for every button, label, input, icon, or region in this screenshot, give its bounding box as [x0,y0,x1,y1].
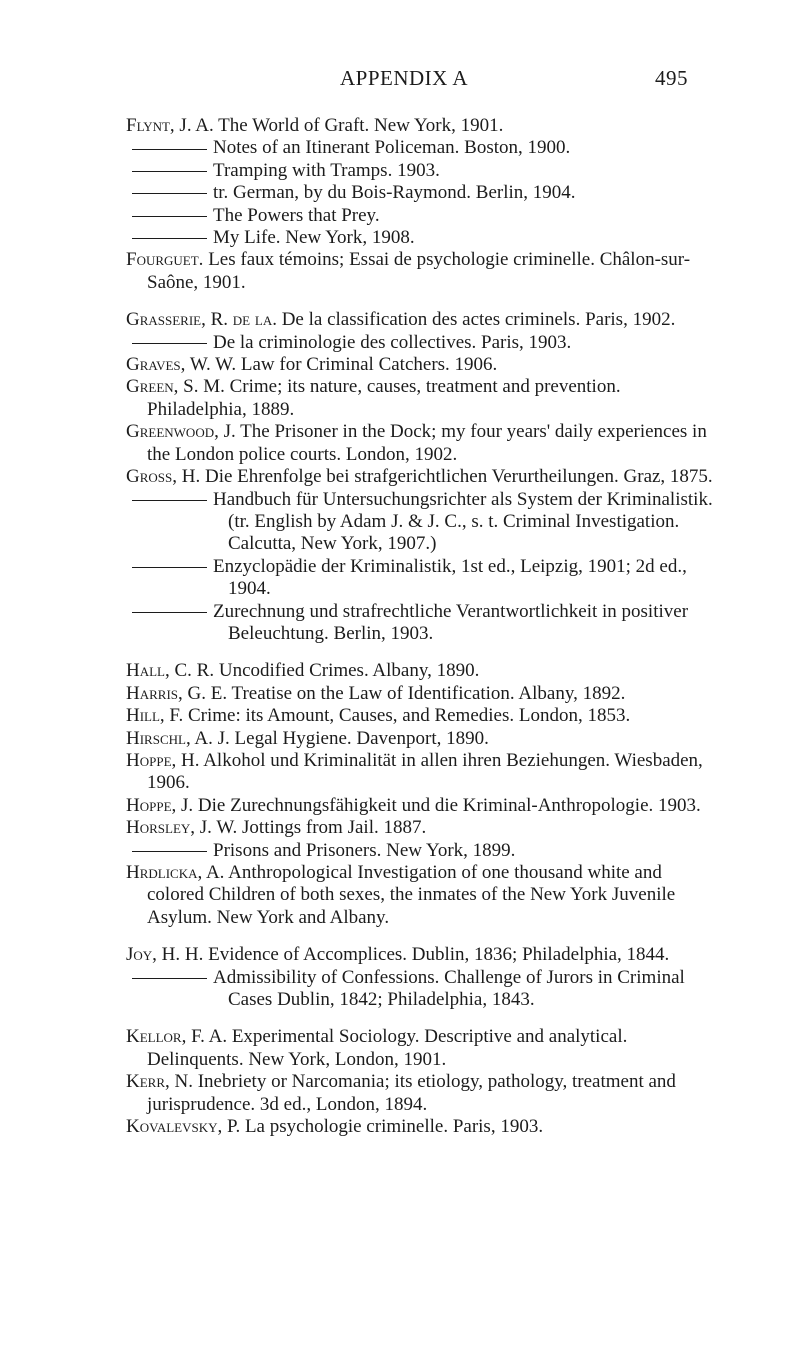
bibliography-entry [126,1116,720,1138]
bibliography-list [126,115,720,1138]
entry-author: Gross, H. [126,466,201,488]
entry-text: Handbuch für Untersuchungsrichter als System der Kriminalistik. (tr. English by Adam J. & J. C., s. t. Criminal Investigation. Calcutta, New York, 1907.) [213,488,713,555]
bibliography-entry [126,705,720,727]
entry-text: Jottings from Jail. 1887. [242,817,427,839]
entry-author: Greenwood, J. [126,421,236,443]
entry-author: Fourguet. [126,249,204,271]
entry-text: Experimental Sociology. Descriptive and analytical. Delinquents. New York, London, 1901. [147,1026,628,1070]
running-head-title: APPENDIX A [340,66,469,90]
entry-text: Notes of an Itinerant Policeman. Boston, 1900. [213,137,571,159]
bibliography-entry [126,683,720,705]
entry-text: Crime; its nature, causes, treatment and prevention. Philadelphia, 1889. [147,376,621,420]
ditto-dash [132,238,207,239]
entry-group [126,1026,720,1138]
entry-text: Die Ehrenfolge bei strafgerichtlichen Verurtheilungen. Graz, 1875. [204,466,713,488]
entry-text: tr. German, by du Bois-Raymond. Berlin, 1904. [213,182,576,204]
entry-author: Flynt, J. A. [126,115,214,136]
entry-text: Prisons and Prisoners. New York, 1899. [213,839,516,861]
bibliography-entry [126,115,720,137]
entry-text: De la classification des actes criminels. Paris, 1902. [281,309,676,331]
bibliography-entry [126,354,720,376]
entry-author: Hall, C. R. [126,660,215,682]
entry-text: Uncodified Crimes. Albany, 1890. [218,660,480,682]
entry-author: Joy, H. H. [126,944,204,966]
ditto-dash [132,851,207,852]
entry-author: Kovalevsky, P. [126,1116,241,1138]
entry-text: Alkohol und Kriminalität in allen ihren Beziehungen. Wiesbaden, 1906. [147,749,703,794]
entry-text: La psychologie criminelle. Paris, 1903. [244,1116,544,1138]
bibliography-entry [126,795,720,817]
entry-author: Hrdlicka, A. [126,862,225,883]
bibliography-entry [126,840,720,862]
entry-text: Legal Hygiene. Davenport, 1890. [234,727,489,749]
bibliography-entry [126,466,720,488]
bibliography-entry [126,944,720,966]
bibliography-entry [126,182,720,204]
entry-text: Law for Criminal Catchers. 1906. [240,354,498,376]
entry-text: Evidence of Accomplices. Dublin, 1836; Philadelphia, 1844. [208,944,670,966]
entry-author: Hoppe, J. [126,794,194,816]
entry-author: Horsley, J. W. [126,817,238,839]
entry-text: Treatise on the Law of Identification. Albany, 1892. [231,682,626,704]
bibliography-entry [126,556,720,601]
bibliography-entry [126,137,720,159]
running-head [0,66,801,92]
ditto-dash [132,149,207,150]
entry-text: Enzyclopädie der Kriminalistik, 1st ed., Leipzig, 1901; 2d ed., 1904. [213,555,687,600]
bibliography-entry [126,660,720,682]
ditto-dash [132,193,207,194]
bibliography-entry [126,309,720,331]
bibliography-entry [126,967,720,1012]
bibliography-entry [126,601,720,646]
entry-group [126,309,720,645]
bibliography-entry [126,862,720,929]
entry-author: Kellor, F. A. [126,1026,228,1048]
entry-text: Tramping with Tramps. 1903. [213,159,440,181]
entry-group [126,944,720,1011]
entry-author: Hirschl, A. J. [126,727,230,749]
entry-group [126,115,720,294]
bibliography-entry [126,205,720,227]
bibliography-entry [126,249,720,294]
entry-author: Kerr, N. [126,1071,193,1093]
entry-author: Hill, F. [126,705,184,727]
entry-text: The Prisoner in the Dock; my four years' daily experiences in the London police courts. London, 1902. [147,421,707,465]
ditto-dash [132,171,207,172]
entry-author: Hoppe, H. [126,749,200,771]
ditto-dash [132,567,207,568]
entry-author: Harris, G. E. [126,682,228,704]
entry-author: Green, S. M. [126,376,225,398]
entry-text: Anthropological Investigation of one thousand white and colored Children of both sexes, the inmates of the New York Juvenile Asylum. New York and Albany. [147,862,676,928]
ditto-dash [132,500,207,501]
bibliography-entry [126,160,720,182]
bibliography-entry [126,376,720,421]
entry-text: Die Zurechnungsfähigkeit und die Kriminal-Anthropologie. 1903. [197,794,701,816]
bibliography-entry [126,1026,720,1071]
entry-text: Admissibility of Confessions. Challenge of Jurors in Criminal Cases Dublin, 1842; Philadelphia, 1843. [213,966,685,1011]
bibliography-entry [126,489,720,556]
entry-text: De la criminologie des collectives. Paris, 1903. [213,331,572,353]
entry-text: Zurechnung und strafrechtliche Verantwortlichkeit in positiver Beleuchtung. Berlin, 1903. [213,600,689,644]
entry-text: My Life. New York, 1908. [213,227,415,249]
bibliography-entry [126,1071,720,1116]
page-number: 495 [655,66,688,90]
ditto-dash [132,216,207,217]
entry-author: Grasserie, R. de la. [126,309,277,331]
bibliography-entry [126,227,720,249]
bibliography-entry [126,421,720,466]
ditto-dash [132,612,207,613]
ditto-dash [132,978,207,979]
bibliography-entry [126,728,720,750]
entry-text: Inebriety or Narcomania; its etiology, pathology, treatment and jurisprudence. 3d ed., London, 1894. [147,1071,676,1115]
bibliography-entry [126,332,720,354]
bibliography-entry [126,817,720,839]
ditto-dash [132,343,207,344]
entry-text: Les faux témoins; Essai de psychologie criminelle. Châlon-sur-Saône, 1901. [147,249,691,293]
bibliography-entry [126,750,720,795]
entry-author: Graves, W. W. [126,354,237,376]
entry-group [126,660,720,929]
entry-text: Crime: its Amount, Causes, and Remedies. London, 1853. [187,705,631,727]
entry-text: The Powers that Prey. [213,204,380,226]
entry-text: The World of Graft. New York, 1901. [218,115,504,136]
